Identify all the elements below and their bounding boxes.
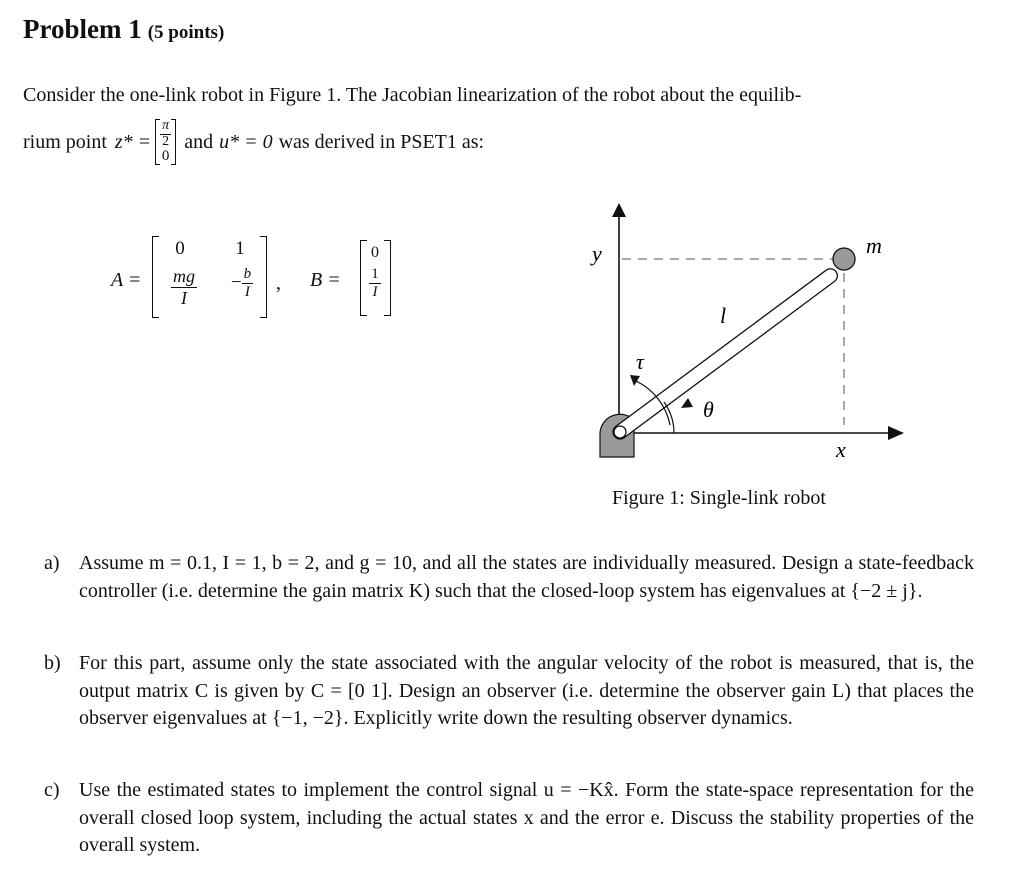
part-c-text: Use the estimated states to implement the control signal u = −Kx̂. Form the state-space representation for the overall closed loop system, including the actual states x and the error e. Discuss the stability properties of the overall system. [79,779,974,856]
pi-over-2 [160,119,171,149]
ustar-label: u* = 0 [219,131,273,153]
robot-figure [570,195,930,475]
intro-line2-post: was derived in PSET1 as: [278,131,485,153]
b-den: I [244,284,250,300]
matrix-a-mg-over-i [165,266,203,309]
problem-title-text: Problem 1 [23,14,142,44]
end-mass [833,248,855,270]
length-label: l [720,303,727,328]
theta-arrowhead [681,398,693,408]
matrix-b-r2 [362,266,388,301]
figure-caption: Figure 1: Single-link robot [612,487,826,509]
matrix-a-r1c1: 0 [175,238,185,259]
theta-label: θ [703,397,714,422]
part-a-label: a) [44,552,60,574]
matrix-a-left-bracket [152,236,159,318]
y-axis-label: y [592,241,602,266]
b-r2-den: I [372,284,378,300]
b-num: b [243,266,252,282]
intro-line-2 [23,108,484,176]
intro-line-1: Consider the one-link robot in Figure 1. The Jacobian linearization of the robot about the equilib- [23,84,802,106]
part-c [44,777,974,860]
x-axis-label: x [836,437,846,462]
tau-arrowhead [630,375,640,386]
intro-line2-pre: rium point [23,131,107,153]
matrix-b-r1: 0 [371,244,379,261]
part-a [44,550,974,605]
problem-points: (5 points) [147,22,225,43]
part-c-label: c) [44,779,60,801]
b-r2-num: 1 [371,266,379,282]
zvec-2: 2 [162,133,170,149]
matrix-a-right-bracket [260,236,267,318]
problem-title [23,14,224,45]
tau-label: τ [636,349,644,374]
part-b-text: For this part, assume only the state associated with the angular velocity of the robot is measured, that is, the output matrix C is given by C = [0 1]. Design an observer (i.e. determine the observer gain L) that places the observer eigenvalues at {−1, −2}. Explicitly write down the resulting observer dynamics. [79,652,974,729]
pivot-joint [614,426,626,438]
matrix-comma: , [276,272,281,294]
intro-and: and [184,131,214,153]
mass-label: m [866,233,882,258]
mg-den: I [181,288,187,308]
x-axis-arrowhead [888,426,904,440]
part-b [44,650,974,733]
part-b-label: b) [44,652,61,674]
matrix-a-label: A = [111,269,142,291]
mg-num: mg [173,266,195,286]
zvec-0: 0 [161,148,170,165]
matrix-b-label: B = [310,269,341,291]
matrix-a-r1c2: 1 [235,238,245,259]
zvec-pi: π [162,117,170,133]
minus-sign: − [230,271,242,293]
matrix-a-minus-b-over-i [224,266,260,301]
robot-link [610,266,840,442]
part-a-text: Assume m = 0.1, I = 1, b = 2, and g = 10, and all the states are individually measured. Design a state-feedback controller (i.e. determine the gain matrix K) such that the closed-loop system has eigenvalues at {−2 ± j}. [79,552,974,602]
zstar-vector [155,119,176,165]
y-axis-arrowhead [612,203,626,217]
zstar-label: z* = [114,131,152,153]
